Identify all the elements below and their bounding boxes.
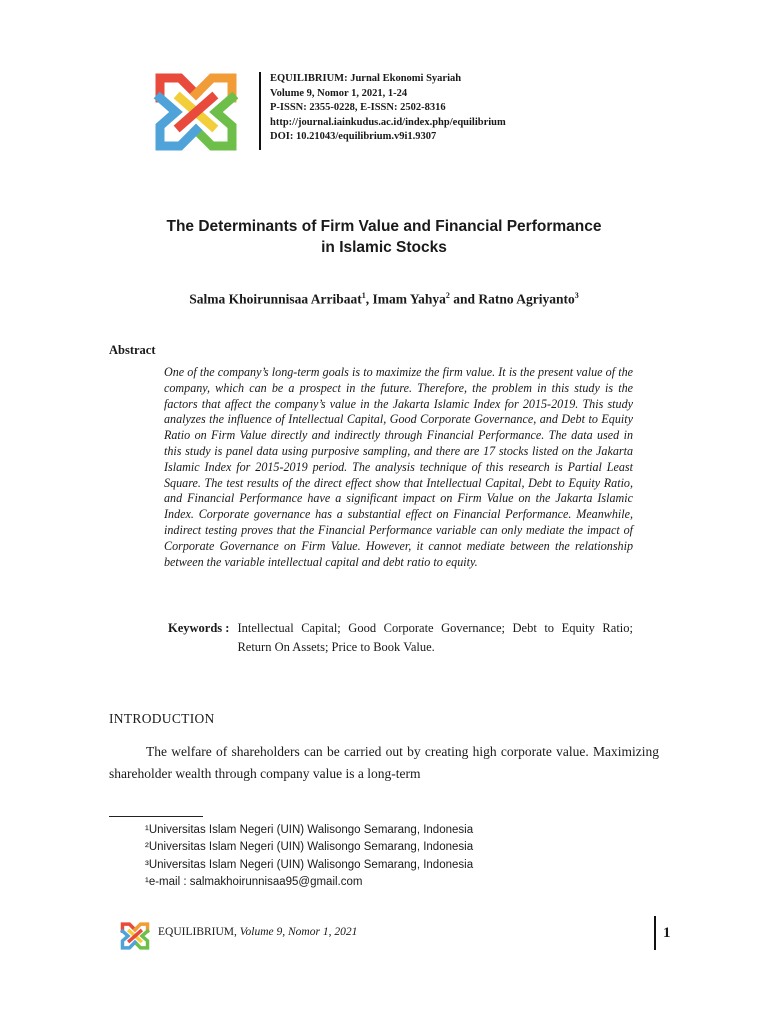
footer-logo — [119, 920, 151, 952]
author-2: , Imam Yahya — [365, 291, 446, 307]
footnote-divider — [109, 816, 203, 817]
footer-journal: EQUILIBRIUM, — [158, 926, 237, 938]
abstract-text: One of the company’s long-term goals is to maximize the firm value. It is the present value of the company, which can be a prospect in the future. Therefore, the problem in this study is the factors that affect the company’s value in the Jakarta Islamic Index for 2015-2019. This study analyzes the influence of Intellectual Capital, Good Corporate Governance, and Debt to Equity Ratio on Firm Value directly and indirectly through Financial Performance. The data used in this study is panel data using purposive sampling, and there are 17 stocks listed on the Jakarta Islamic Index for 2015-2019 period. The analysis technique of this research is Partial Least Square. The test results of the direct effect show that Intellectual Capital, Debt to Equity Ratio, and Financial Performance have a significant impact on Firm Value on the Jakarta Islamic Index. Corporate governance has a substantial effect on Financial Performance. Meanwhile, indirect testing proves that the Financial Performance variable can only mediate the impact of Corporate Governance on Firm Value. However, it cannot mediate between the relationship between the variable intellectual capital and debt ratio to equity. — [164, 365, 633, 569]
journal-doi[interactable]: DOI: 10.21043/equilibrium.v9i1.9307 — [270, 131, 437, 143]
keywords-text: Intellectual Capital; Good Corporate Governance; Debt to Equity Ratio; Return On Assets; Price to Book Value. — [237, 621, 633, 654]
author-3: and Ratno Agriyanto — [449, 291, 575, 307]
author-1: Salma Khoirunnisaa Arribaat — [189, 291, 362, 307]
footnotes — [145, 822, 473, 891]
introduction-text: The welfare of shareholders can be carried out by creating high corporate value. Maximizing shareholder wealth through company value is a long-term — [109, 744, 659, 781]
keywords-label: Keywords : — [168, 621, 230, 635]
keywords — [168, 619, 633, 656]
title-line-2: in Islamic Stocks — [321, 239, 447, 256]
introduction-heading: INTRODUCTION — [109, 711, 215, 726]
journal-url[interactable]: http://journal.iainkudus.ac.id/index.php/equilibrium — [270, 116, 506, 128]
footnote-1: ¹Universitas Islam Negeri (UIN) Walisongo Semarang, Indonesia — [145, 824, 474, 836]
header-divider — [259, 72, 261, 150]
journal-issn: P-ISSN: 2355-0228, E-ISSN: 2502-8316 — [270, 102, 446, 114]
journal-name: EQUILIBRIUM: Jurnal Ekonomi Syariah — [270, 73, 462, 84]
footnote-2: ²Universitas Islam Negeri (UIN) Walisongo Semarang, Indonesia — [145, 841, 474, 854]
title-line-1: The Determinants of Firm Value and Financial Performance — [166, 218, 602, 235]
author-2-affiliation-mark: 2 — [445, 291, 450, 300]
paper-title — [100, 216, 668, 258]
footer-citation — [158, 926, 357, 938]
journal-volume: Volume 9, Nomor 1, 2021, 1-24 — [270, 87, 408, 99]
journal-logo — [150, 68, 242, 156]
page-number: 1 — [663, 925, 671, 941]
footer-issue: Volume 9, Nomor 1, 2021 — [239, 926, 358, 938]
author-3-affiliation-mark: 3 — [574, 291, 579, 300]
footnote-3: ³Universitas Islam Negeri (UIN) Walisongo Semarang, Indonesia — [145, 858, 474, 871]
abstract-heading: Abstract — [109, 343, 156, 357]
author-list — [100, 291, 668, 308]
author-1-affiliation-mark: 1 — [361, 291, 366, 300]
footer-divider — [654, 916, 656, 950]
footnote-email: ¹e-mail : salmakhoirunnisaa95@gmail.com — [145, 875, 363, 888]
journal-info — [270, 72, 506, 145]
